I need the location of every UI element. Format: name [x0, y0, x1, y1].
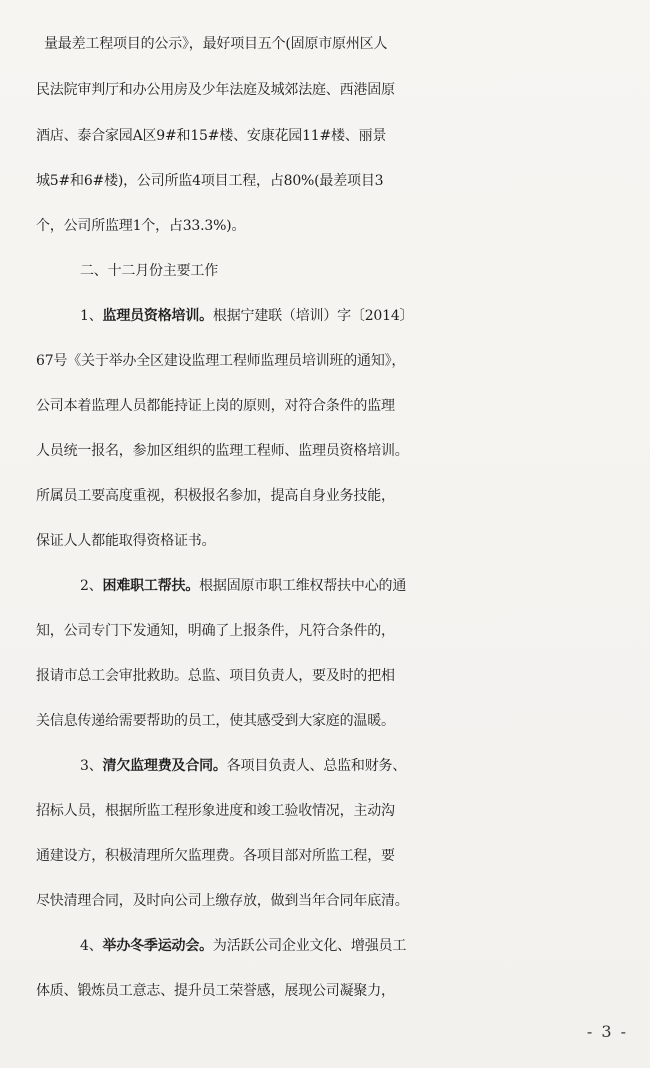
item-number: 1、 [80, 308, 103, 324]
text-line: 量最差工程项目的公示》，最好项目五个(固原市原州区人 [44, 36, 388, 52]
text-line: 个，公司所监理1个，占33.3%)。 [36, 218, 246, 234]
text-line: 所属员工要高度重视，积极报名参加，提高自身业务技能， [36, 488, 395, 504]
item-text: 根据宁建联（培训）字〔2014〕 [212, 308, 414, 324]
item-2-first-line [80, 564, 650, 608]
page-number: - 3 - [586, 1022, 628, 1041]
item-4-first-line [80, 924, 650, 968]
item-text: 为活跃公司企业文化、增强员工 [212, 938, 407, 954]
item-number: 3、 [80, 758, 103, 774]
text-line: 尽快清理合同，及时向公司上缴存放，做到当年合同年底清。 [36, 893, 409, 909]
item-text: 根据固原市职工维权帮扶中心的通 [199, 578, 407, 594]
text-line: 体质、锻炼员工意志、提升员工荣誉感，展现公司凝聚力， [36, 983, 395, 999]
text-line: 城5#和6#楼)，公司所监4项目工程，占80%(最差项目3 [36, 173, 384, 189]
item-3-first-line [80, 744, 650, 788]
item-number: 4、 [80, 938, 103, 954]
text-line: 公司本着监理人员都能持证上岗的原则，对符合条件的监理 [36, 398, 395, 414]
text-line: 67号《关于举办全区建设监理工程师监理员培训班的通知》， [36, 353, 406, 369]
text-line: 通建设方，积极清理所欠监理费。各项目部对所监工程，要 [36, 848, 395, 864]
item-title: 举办冬季运动会。 [102, 938, 213, 954]
item-text: 各项目负责人、总监和财务、 [226, 758, 407, 774]
item-title: 清欠监理费及合同。 [102, 758, 227, 774]
text-line: 酒店、泰合家园A区9#和15#楼、安康花园11#楼、丽景 [36, 128, 387, 144]
item-title: 困难职工帮扶。 [102, 578, 200, 594]
text-line: 人员统一报名，参加区组织的监理工程师、监理员资格培训。 [36, 443, 409, 459]
text-line: 报请市总工会审批救助。总监、项目负责人，要及时的把相 [36, 668, 395, 684]
text-line: 知，公司专门下发通知，明确了上报条件，凡符合条件的， [36, 623, 395, 639]
item-1-first-line [80, 294, 650, 338]
item-title: 监理员资格培训。 [102, 308, 213, 324]
text-line: 保证人人都能取得资格证书。 [36, 533, 216, 549]
section-title: 二、十二月份主要工作 [80, 263, 218, 279]
text-line: 关信息传递给需要帮助的员工，使其感受到大家庭的温暖。 [36, 713, 395, 729]
item-number: 2、 [80, 578, 103, 594]
text-line: 民法院审判厅和办公用房及少年法庭及城郊法庭、西港固原 [36, 82, 395, 98]
text-line: 招标人员，根据所监工程形象进度和竣工验收情况，主动沟 [36, 803, 395, 819]
